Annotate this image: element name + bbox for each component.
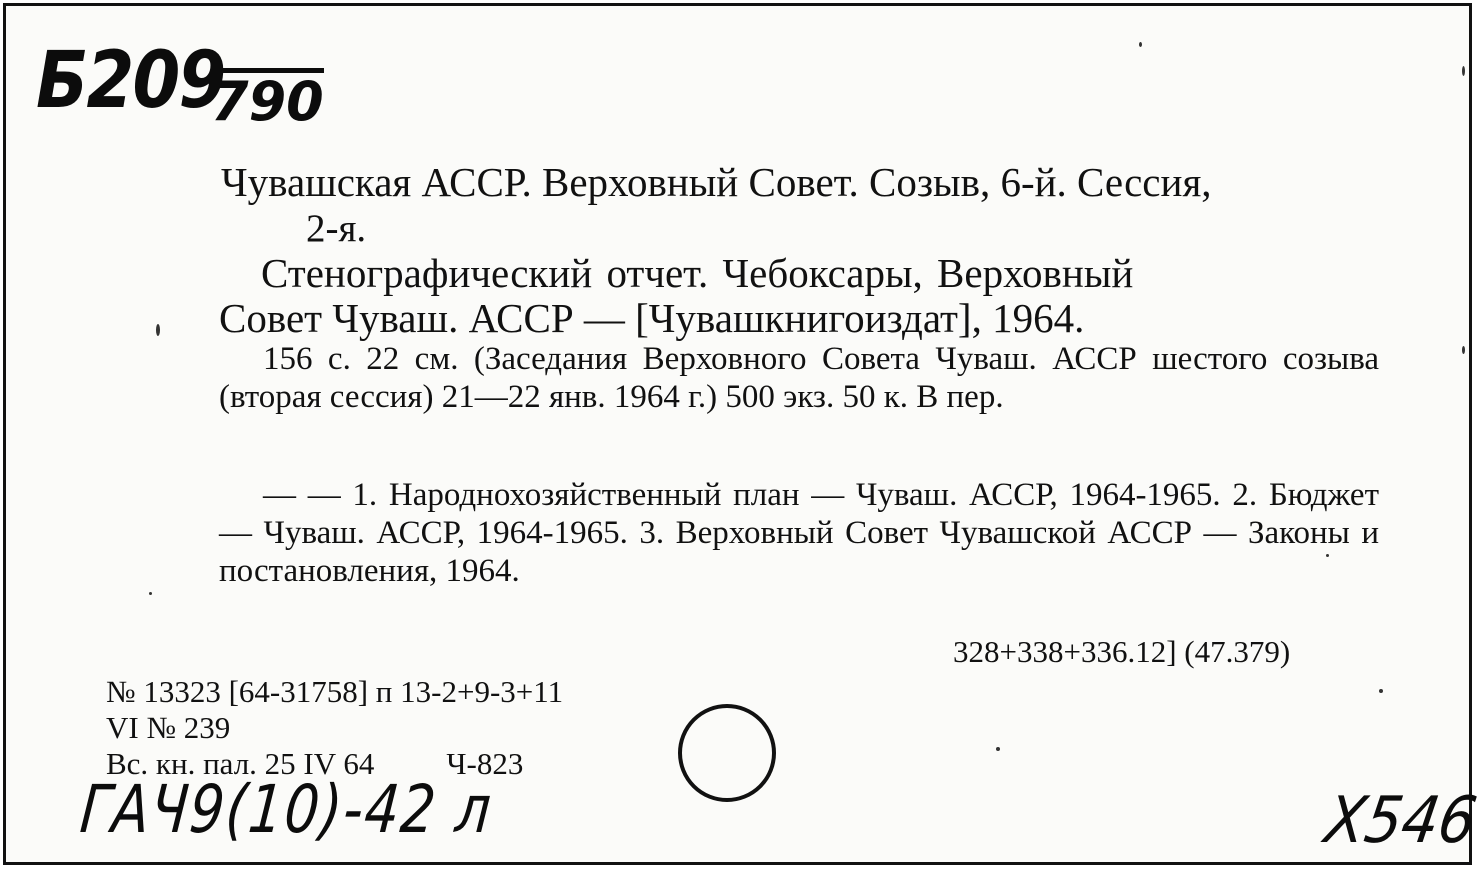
title-statement: Стенографический отчет. Чебоксары, Верховный <box>261 250 1134 296</box>
physical-description <box>219 340 1379 416</box>
subject-headings <box>219 476 1379 590</box>
subject-headings-text: — — 1. Народнохозяйственный план — Чуваш. АССР, 1964-1965. 2. Бюджет — Чуваш. АССР, 1964-1965. 3. Верховный Совет Чувашской АССР — Законы и постановления, 1964. <box>219 477 1379 589</box>
ink-speck <box>156 324 160 336</box>
ink-speck <box>1462 346 1465 354</box>
punched-circle-mark <box>678 704 776 802</box>
entry-heading: Чувашская АССР. Верховный Совет. Созыв, 6-й. Сессия, <box>221 159 1212 205</box>
physical-description-text: 156 с. 22 см. (Заседания Верховного Совета Чуваш. АССР шестого созыва (вторая сессия) 21—22 янв. 1964 г.) 500 экз. 50 к. В пер. <box>219 341 1379 415</box>
handwritten-inventory-number: X546 <box>1320 784 1481 858</box>
registration-number: № 13323 [64-31758] п 13-2+9-3+11 <box>106 674 564 709</box>
ink-speck <box>1462 66 1465 76</box>
shelf-mark: Б209 <box>36 36 225 126</box>
print-order: Ч-823 <box>446 746 524 781</box>
print-number: VI № 239 <box>106 710 231 745</box>
ink-speck <box>996 747 1000 751</box>
classification-number: 328+338+336.12] (47.379) <box>953 634 1291 669</box>
ink-speck <box>1379 689 1383 693</box>
handwritten-location-code: ГАЧ9(10)-42 л <box>77 771 496 848</box>
entry-heading-continuation: 2-я. <box>306 207 367 250</box>
shelf-mark-superscript: 790 <box>211 70 324 133</box>
catalog-card <box>3 3 1481 865</box>
ink-speck <box>1326 554 1329 557</box>
chamber-date-text: Вс. кн. пал. 25 IV 64 <box>106 746 375 781</box>
ink-speck <box>149 592 152 595</box>
ink-speck <box>1139 42 1142 47</box>
publication-statement: Совет Чуваш. АССР — [Чувашкнигоиздат], 1964. <box>219 295 1085 341</box>
